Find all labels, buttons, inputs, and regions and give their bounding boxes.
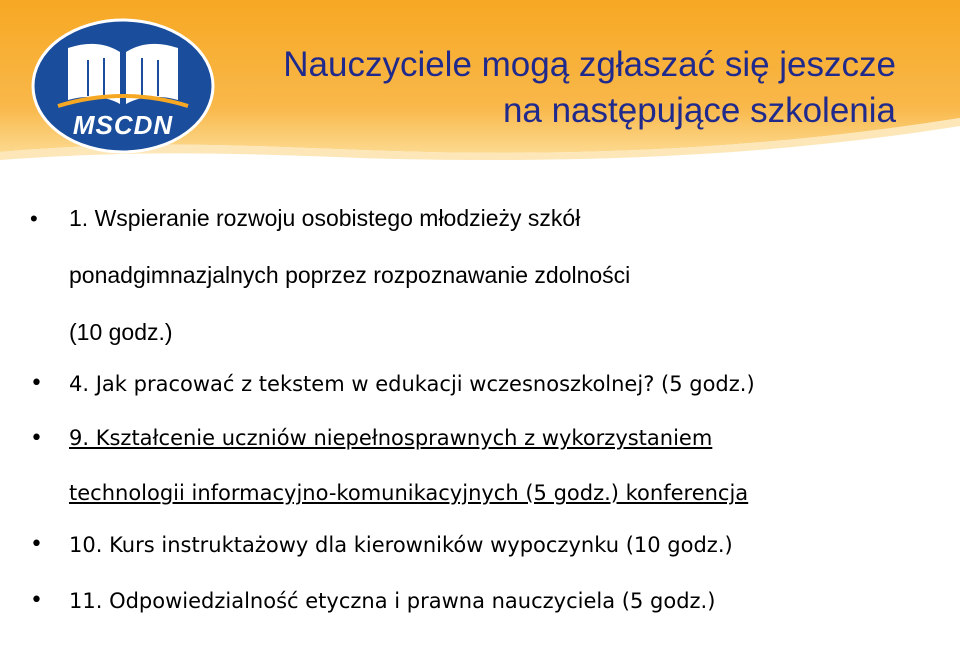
item-text-line: 9. Kształcenie uczniów niepełnosprawnych z wykorzystaniem [69,426,713,450]
list-item [0,190,829,361]
bullet-icon: • [30,588,43,613]
list-item [0,528,960,562]
list-item [0,411,929,521]
item-text: 4. Jak pracować z tekstem w edukacji wczesnoszkolnej? (5 godz.) [69,372,755,396]
header-band [0,0,960,160]
item-text-line: technologii informacyjno-komunikacyjnych (5 godz.) konferencja [69,481,749,505]
logo-text: MSCDN [72,110,174,140]
list-item [0,584,960,618]
training-list [0,190,960,618]
item-text: 11. Odpowiedzialność etyczna i prawna nauczyciela (5 godz.) [69,589,716,613]
item-text-line: 1. Wspieranie rozwoju osobistego młodzieży szkół [69,205,581,231]
bullet-icon: • [30,206,38,231]
mscdn-logo [28,16,218,154]
bullet-list [0,190,960,618]
item-text-line: ponadgimnazjalnych poprzez rozpoznawanie zdolności [69,262,631,288]
title-line-1: Nauczyciele mogą zgłaszać się jeszcze [283,45,896,84]
bullet-icon: • [30,426,43,451]
bullet-icon: • [30,532,43,557]
item-text-line: (10 godz.) [69,319,173,345]
bullet-icon: • [30,371,43,396]
item-text: 10. Kurs instruktażowy dla kierowników wypoczynku (10 godz.) [69,533,733,557]
page-title [283,42,896,134]
list-item [0,367,960,401]
title-line-2: na następujące szkolenia [502,91,896,130]
